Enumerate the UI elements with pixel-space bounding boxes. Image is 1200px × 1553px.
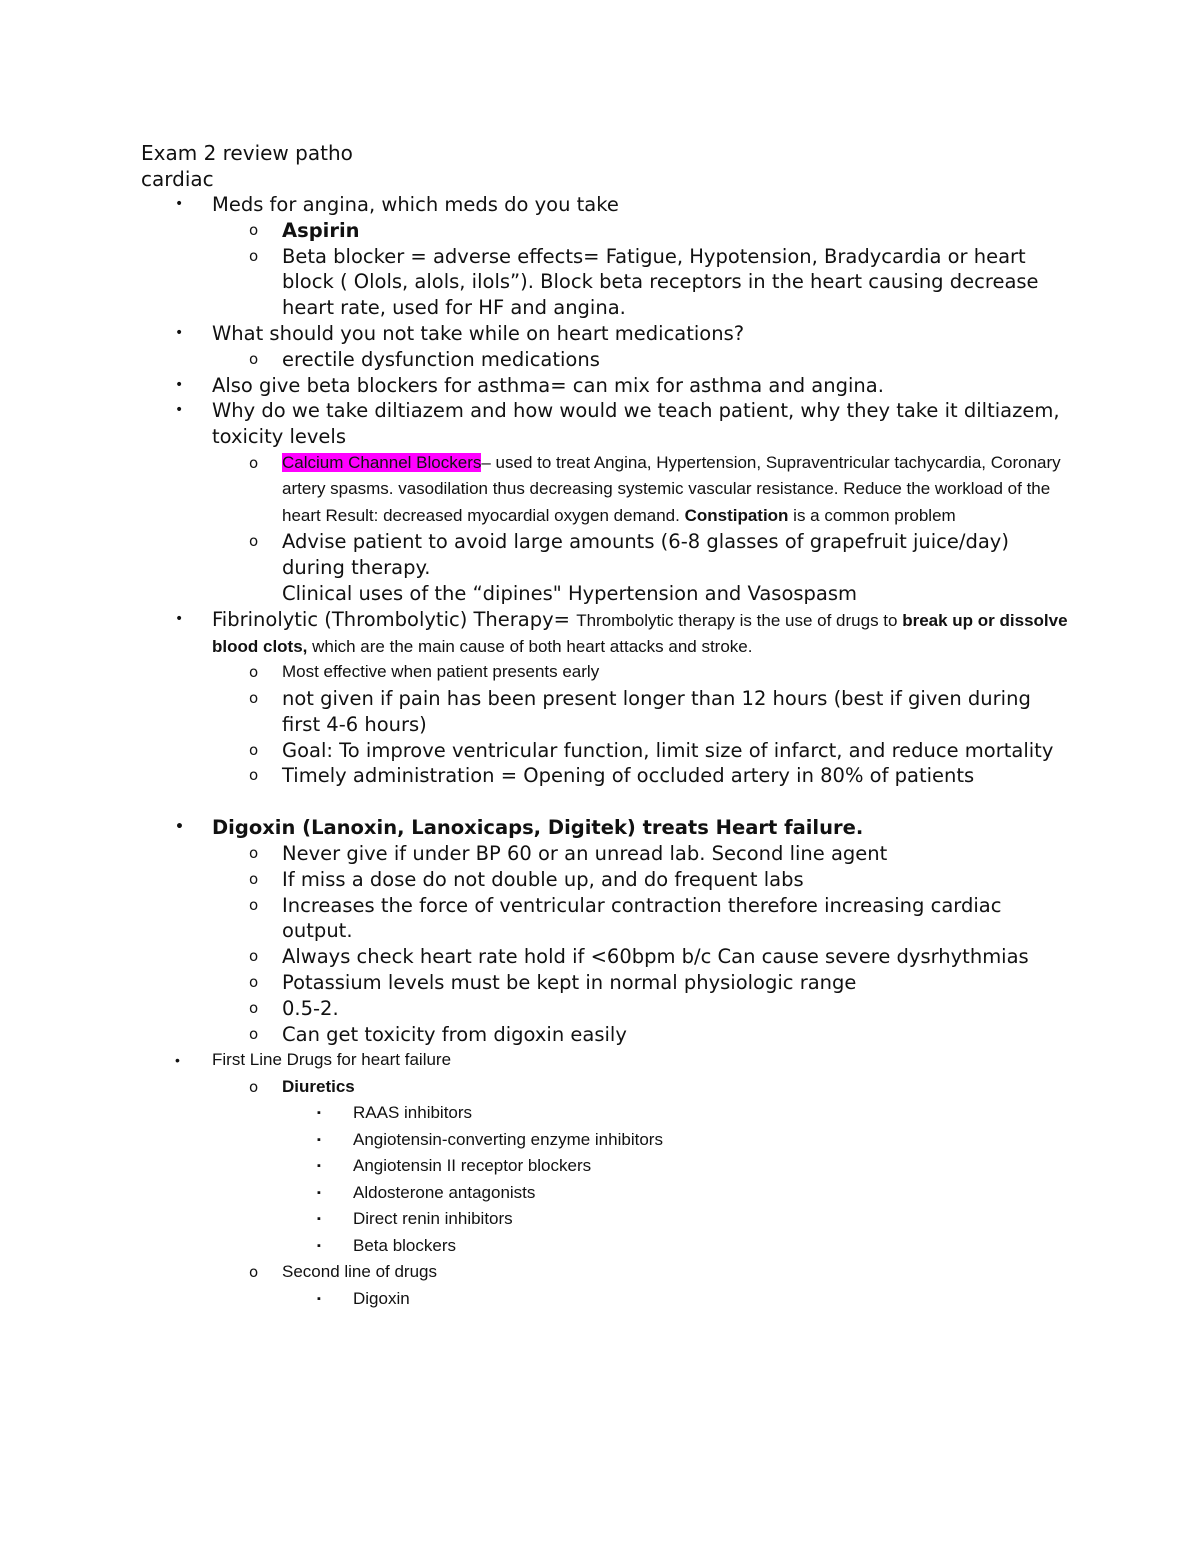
list-item: [141, 996, 1071, 1022]
bullet-marker: •: [175, 376, 184, 393]
item-text: Thrombolytic therapy is the use of drugs to: [576, 610, 903, 630]
bullet-marker: •: [175, 819, 184, 836]
bullet-marker: o: [249, 895, 259, 914]
highlighted-term: Calcium Channel Blockers: [282, 452, 482, 472]
item-text: Beta blockers: [353, 1235, 456, 1255]
item-text: Goal: To improve ventricular function, limit size of infarct, and reduce mortality: [282, 738, 1054, 762]
item-text: Second line of drugs: [282, 1262, 437, 1282]
item-text: Digoxin (Lanoxin, Lanoxicaps, Digitek) treats Heart failure.: [212, 816, 864, 840]
bullet-marker: o: [249, 1077, 259, 1096]
item-text: Increases the force of ventricular contraction therefore increasing cardiac output.: [282, 893, 1002, 943]
item-text: not given if pain has been present longer than 12 hours (best if given during first 4-6 hours): [282, 686, 1031, 736]
item-text: Always check heart rate hold if <60bpm b/c Can cause severe dysrhythmias: [282, 945, 1029, 969]
item-text: Digoxin: [353, 1288, 410, 1308]
list-item: [141, 192, 1071, 218]
list-item: [141, 841, 1071, 867]
list-item: [141, 218, 1071, 244]
list-item: [141, 944, 1071, 970]
item-text: Why do we take diltiazem and how would we teach patient, why they take it diltiazem, toxicity levels: [212, 399, 1060, 449]
list-item: [141, 1233, 1071, 1260]
list-item: [141, 738, 1071, 764]
list-item: [141, 970, 1071, 996]
bullet-marker: o: [249, 947, 259, 966]
bullet-marker: •: [175, 196, 184, 212]
list-item: [141, 659, 1071, 686]
item-text: Never give if under BP 60 or an unread lab. Second line agent: [282, 841, 888, 865]
bullet-marker: o: [249, 740, 259, 759]
list-item: [141, 398, 1071, 450]
bullet-marker: o: [249, 1263, 259, 1282]
list-item: [141, 450, 1071, 530]
item-text: which are the main cause of both heart attacks and stroke.: [307, 636, 753, 656]
bullet-marker: o: [249, 869, 259, 888]
item-text: 0.5-2.: [282, 996, 339, 1020]
list-item: [141, 373, 1071, 399]
item-text: First Line Drugs for heart failure: [212, 1050, 452, 1070]
item-text: Diuretics: [282, 1076, 355, 1096]
bullet-marker: o: [249, 246, 259, 265]
list-item: [141, 1259, 1071, 1286]
item-text: What should you not take while on heart medications?: [212, 321, 745, 345]
item-text: Beta blocker = adverse effects= Fatigue, Hypotension, Bradycardia or heart block ( Olols, alols, ilols”). Block beta receptors in the heart causing decrease heart rate, used for HF and angina.: [282, 244, 1039, 320]
item-text: Aspirin: [282, 218, 360, 242]
bullet-marker: o: [249, 349, 259, 368]
list-item: [141, 1206, 1071, 1233]
bullet-marker: ▪: [317, 1292, 321, 1305]
list-item: [141, 1022, 1071, 1048]
list-item: [141, 686, 1071, 738]
list-item: [141, 1153, 1071, 1180]
list-item: [141, 1047, 1071, 1074]
bullet-marker: ▪: [317, 1186, 321, 1199]
list-item: [141, 893, 1071, 945]
item-text: is a common problem: [788, 505, 956, 525]
list-item: [141, 529, 1071, 606]
list-item: [141, 1286, 1071, 1313]
item-text: Fibrinolytic (Thrombolytic) Therapy=: [212, 607, 577, 631]
bullet-marker: o: [249, 688, 259, 707]
item-text: Advise patient to avoid large amounts (6-8 glasses of grapefruit juice/day) during therapy.: [282, 530, 1009, 580]
bullet-marker: ▪: [317, 1107, 321, 1120]
list-item: [141, 244, 1071, 321]
bold-term: Constipation: [684, 505, 789, 525]
document-body: [141, 140, 1071, 1312]
section-heading: cardiac: [141, 167, 214, 191]
bullet-marker: •: [175, 610, 184, 627]
item-text: Meds for angina, which meds do you take: [212, 193, 619, 216]
bullet-marker: o: [249, 1024, 259, 1043]
bullet-marker: •: [175, 324, 184, 341]
item-text: Angiotensin II receptor blockers: [353, 1156, 592, 1176]
item-text: Also give beta blockers for asthma= can mix for asthma and angina.: [212, 373, 884, 397]
item-text: Direct renin inhibitors: [353, 1209, 513, 1229]
list-item: [141, 1100, 1071, 1127]
bullet-marker: ▪: [317, 1160, 321, 1173]
list-item: [141, 607, 1071, 660]
bullet-marker: o: [249, 532, 259, 551]
bold-term: break up or dissolve blood clots,: [212, 610, 1068, 656]
bullet-marker: ▪: [317, 1239, 321, 1252]
bullet-marker: o: [249, 220, 259, 239]
item-text: Can get toxicity from digoxin easily: [282, 1022, 627, 1046]
page-title: Exam 2 review patho: [141, 141, 353, 165]
item-text: Clinical uses of the “dipines" Hypertension and Vasospasm: [282, 582, 858, 606]
bullet-marker: o: [249, 663, 259, 682]
list-item: [141, 1180, 1071, 1207]
bullet-marker: •: [175, 402, 184, 419]
bullet-marker: o: [249, 843, 259, 862]
item-text: Aldosterone antagonists: [353, 1182, 536, 1202]
item-text: Potassium levels must be kept in normal physiologic range: [282, 970, 857, 994]
bullet-marker: o: [249, 453, 259, 472]
list-item: [141, 347, 1071, 373]
item-text: erectile dysfunction medications: [282, 347, 600, 371]
bullet-marker: •: [175, 1052, 180, 1069]
list-item: [141, 815, 1071, 841]
item-text: Angiotensin-converting enzyme inhibitors: [353, 1129, 663, 1149]
bullet-marker: o: [249, 972, 259, 991]
bullet-marker: o: [249, 766, 259, 785]
bullet-marker: ▪: [317, 1133, 321, 1146]
list-item: [141, 867, 1071, 893]
item-text: Most effective when patient presents early: [282, 662, 600, 682]
item-text: RAAS inhibitors: [353, 1103, 473, 1123]
item-text: If miss a dose do not double up, and do frequent labs: [282, 867, 804, 891]
list-item: [141, 1127, 1071, 1154]
list-item: [141, 1074, 1071, 1101]
list-item: [141, 763, 1071, 789]
item-text: Timely administration = Opening of occluded artery in 80% of patients: [282, 764, 975, 788]
item-text: – used to treat Angina, Hypertension, Supraventricular tachycardia, Coronary artery spasms. vasodilation thus decreasing systemic vascular resistance. Reduce the workload of the heart Result: decreased myocardial oxygen demand.: [282, 452, 1061, 525]
list-item: [141, 321, 1071, 347]
spacer: [141, 789, 1071, 815]
bullet-marker: ▪: [317, 1213, 321, 1226]
bullet-marker: o: [249, 998, 259, 1017]
